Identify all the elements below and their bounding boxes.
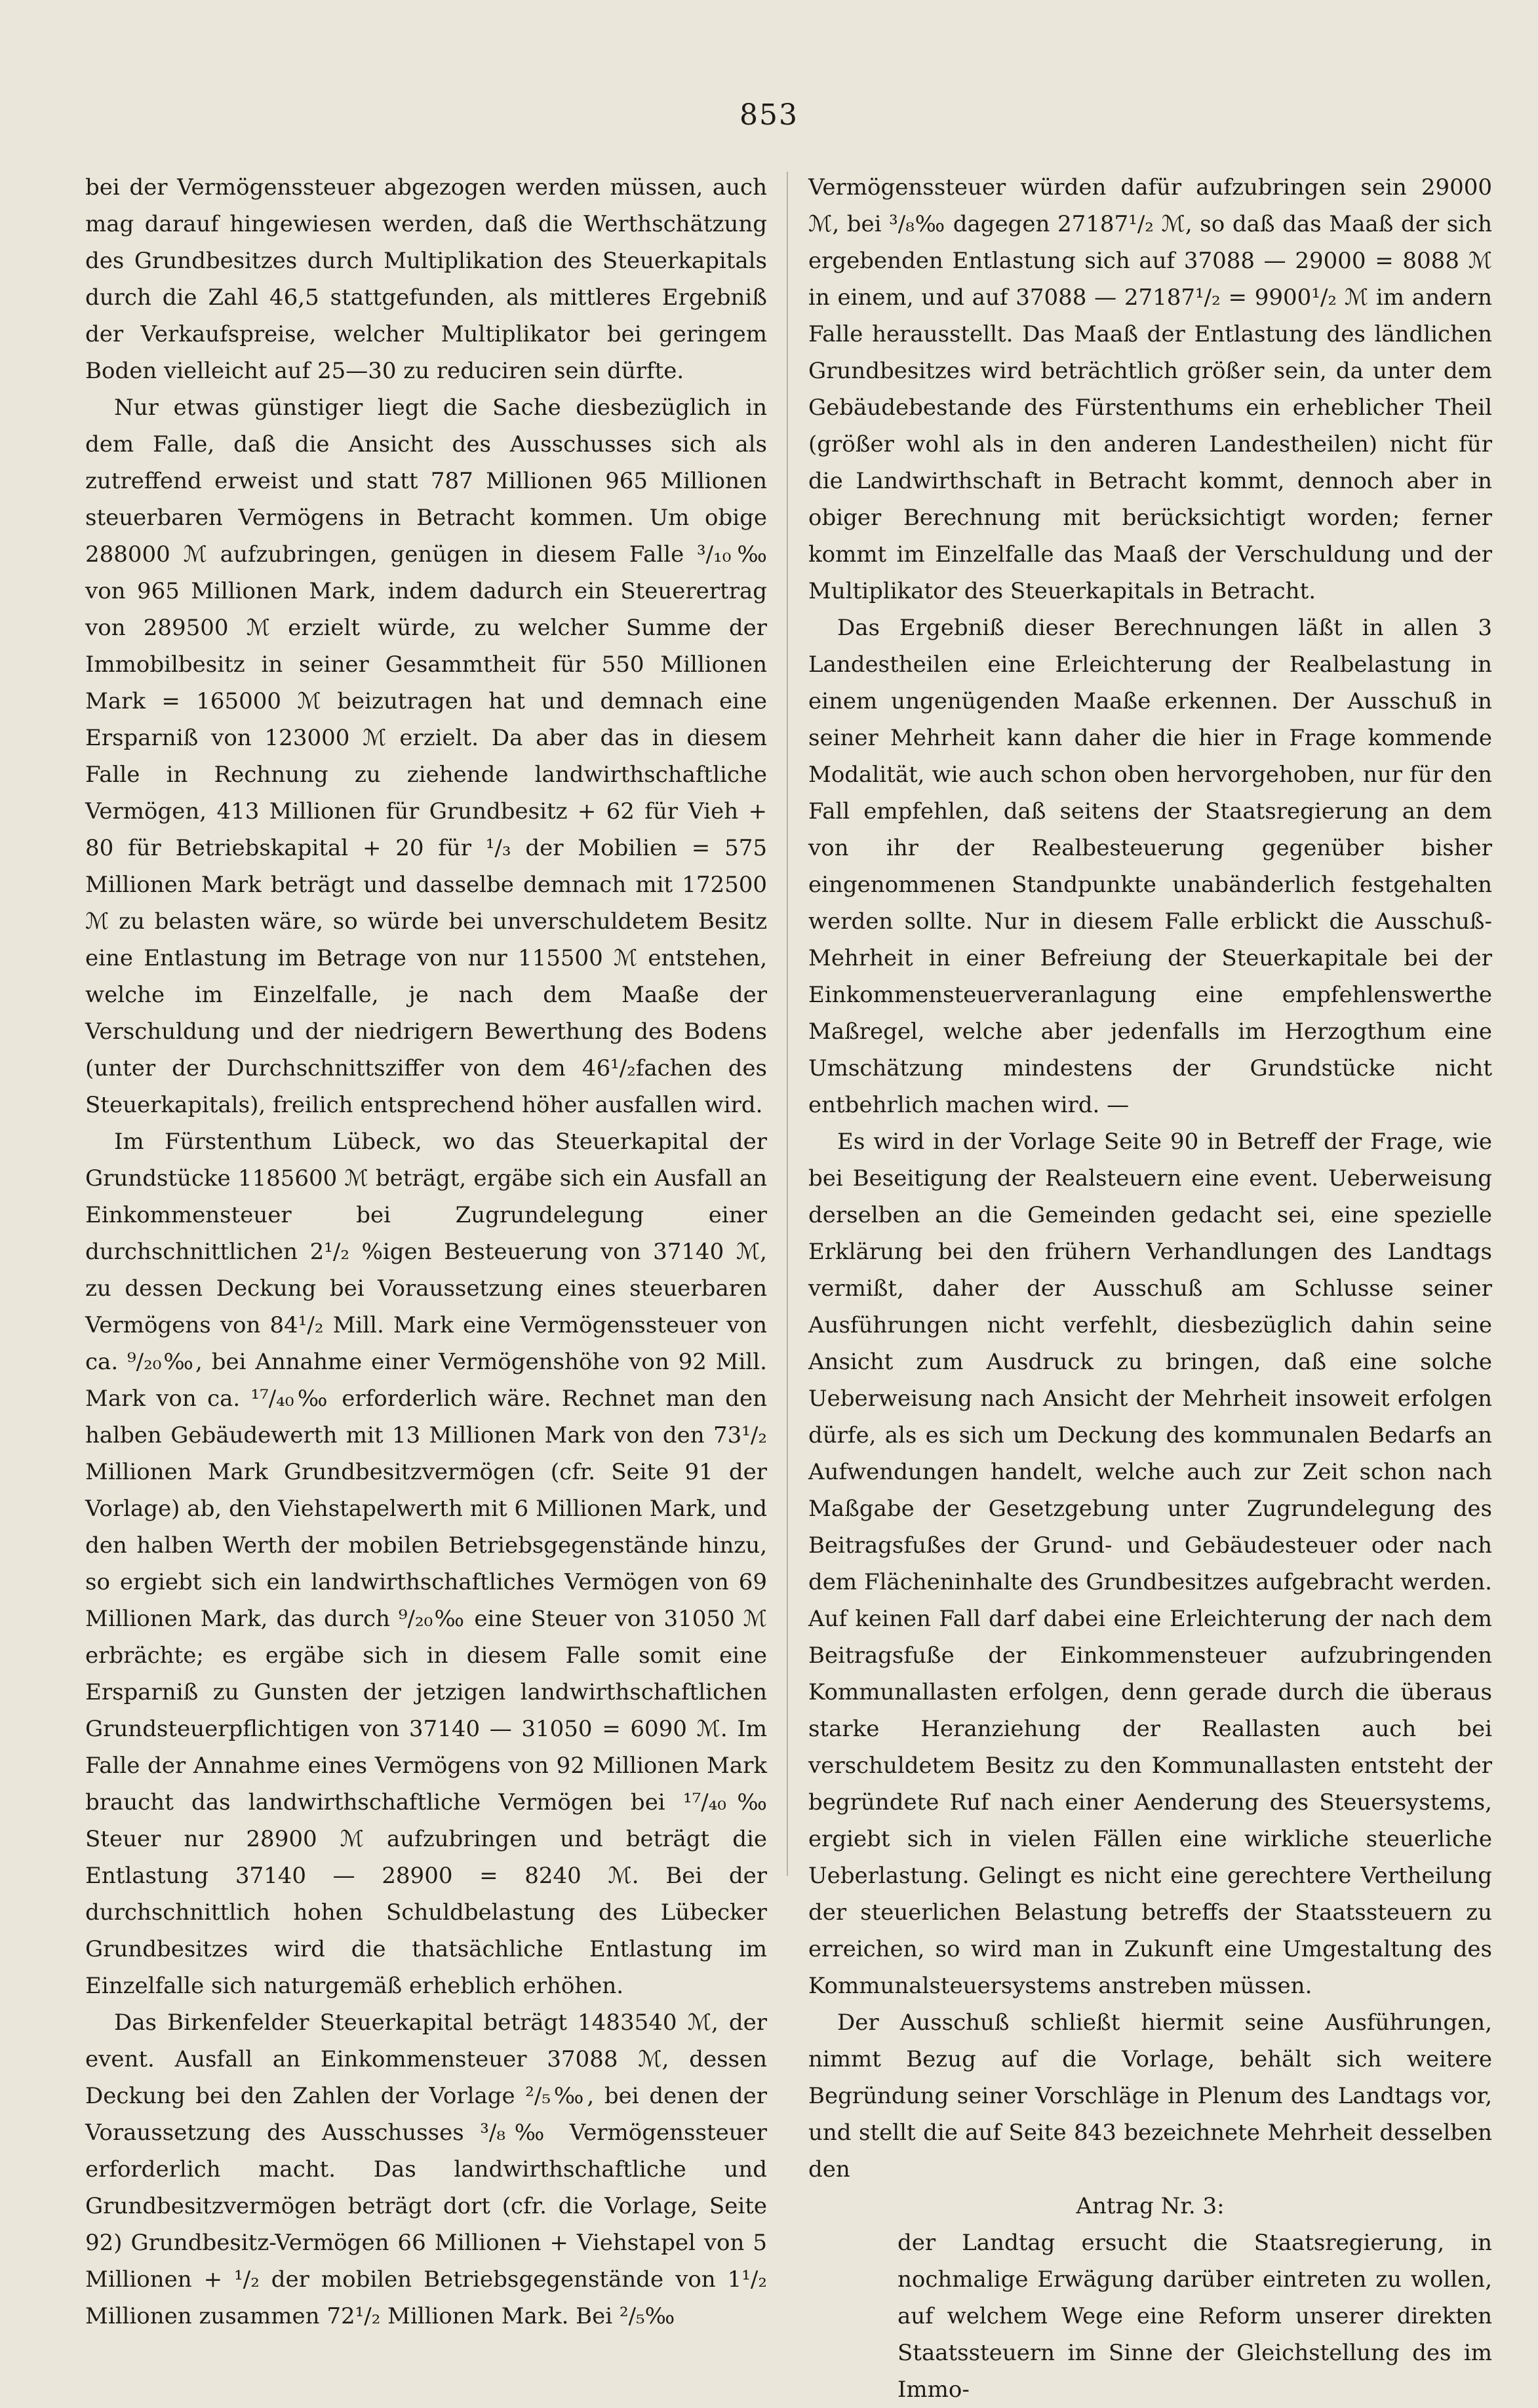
paragraph: Es wird in der Vorlage Seite 90 in Betreff der Frage, wie bei Beseitigung der Realsteuern eine event. Ueberweisung derselben an die Gemeinden gedacht sei, eine spezielle Erklärung bei den frühern Verhandlungen des Landtags vermißt, daher der Ausschuß am Schlusse seiner Ausführungen nicht verfehlt, diesbezüglich dahin seine Ansicht zum Ausdruck zu bringen, daß eine solche Ueberweisung nach Ansicht der Mehrheit insoweit erfolgen dürfe, als es sich um Deckung des kommunalen Bedarfs an Aufwendungen handelt, welche auch zur Zeit schon nach Maßgabe der Gesetzgebung unter Zugrundelegung des Beitragsfußes der Grund- und Gebäudesteuer oder nach dem Flächeninhalte des Grundbesitzes aufgebracht werden. Auf keinen Fall darf dabei eine Erleichterung der nach dem Beitragsfuße der Einkommensteuer aufzubringenden Kommunallasten erfolgen, denn gerade durch die überaus starke Heranziehung der Reallasten auch bei verschuldetem Besitz zu den Kommunallasten entsteht der begründete Ruf nach einer Aenderung des Steuersystems, ergiebt sich in vielen Fällen eine wirkliche steuerliche Ueberlastung. Gelingt es nicht eine gerechtere Vertheilung der steuerlichen Belastung betreffs der Staatssteuern zu erreichen, so wird man in Zukunft eine Umgestaltung des Kommunalsteuersystems anstreben müssen. [808, 1129, 1492, 1999]
motion-text: der Landtag ersucht die Staatsregierung, in nochmalige Erwägung darüber eintreten zu wollen, auf welchem Wege eine Reform unserer direkten Staatssteuern im Sinne der Gleichstellung des im Immo- [897, 2230, 1492, 2403]
paragraph: Im Fürstenthum Lübeck, wo das Steuerkapital der Grundstücke 1185600 ℳ beträgt, ergäbe sich ein Ausfall an Einkommensteuer bei Zugrundelegung einer durchschnittlichen 2¹/₂ %igen Besteuerung von 37140 ℳ, zu dessen Deckung bei Voraussetzung eines steuerbaren Vermögens von 84¹/₂ Mill. Mark eine Vermögenssteuer von ca. ⁹/₂₀‰, bei Annahme einer Vermögenshöhe von 92 Mill. Mark von ca. ¹⁷/₄₀‰ erforderlich wäre. Rechnet man den halben Gebäudewerth mit 13 Millionen Mark von den 73¹/₂ Millionen Mark Grundbesitzvermögen (cfr. Seite 91 der Vorlage) ab, den Viehstapelwerth mit 6 Millionen Mark, und den halben Werth der mobilen Betriebsgegenstände hinzu, so ergiebt sich ein landwirthschaftliches Vermögen von 69 Millionen Mark, das durch ⁹/₂₀‰ eine Steuer von 31050 ℳ erbrächte; es ergäbe sich in diesem Falle somit eine Ersparniß zu Gunsten der jetzigen landwirthschaftlichen Grundsteuerpflichtigen von 37140 — 31050 = 6090 ℳ. Im Falle der Annahme eines Vermögens von 92 Millionen Mark braucht das landwirthschaftliche Vermögen bei ¹⁷/₄₀‰ Steuer nur 28900 ℳ aufzubringen und beträgt die Entlastung 37140 — 28900 = 8240 ℳ. Bei der durchschnittlich hohen Schuldbelastung des Lübecker Grundbesitzes wird die thatsächliche Entlastung im Einzelfalle sich naturgemäß erheblich erhöhen. [85, 1129, 767, 1999]
column-divider [787, 172, 788, 1876]
paragraph: Das Birkenfelder Steuerkapital beträgt 1483540 ℳ, der event. Ausfall an Einkommensteuer 37088 ℳ, dessen Deckung bei den Zahlen der Vorlage ²/₅‰, bei denen der Voraussetzung des Ausschusses ³/₈‰ Vermögenssteuer erforderlich macht. Das landwirthschaftliche und Grundbesitzvermögen beträgt dort (cfr. die Vorlage, Seite 92) Grundbesitz-Vermögen 66 Millionen + Viehstapel von 5 Millionen + ¹/₂ der mobilen Betriebsgegenstände von 1¹/₂ Millionen zusammen 72¹/₂ Millionen Mark. Bei ²/₅‰ [85, 2010, 767, 2329]
paragraph: Nur etwas günstiger liegt die Sache diesbezüglich in dem Falle, daß die Ansicht des Ausschusses sich als zutreffend erweist und statt 787 Millionen 965 Millionen steuerbaren Vermögens in Betracht kommen. Um obige 288000 ℳ aufzubringen, genügen in diesem Falle ³/₁₀‰ von 965 Millionen Mark, indem dadurch ein Steuerertrag von 289500 ℳ erzielt würde, zu welcher Summe der Immobilbesitz in seiner Gesammtheit für 550 Millionen Mark = 165000 ℳ beizutragen hat und demnach eine Ersparniß von 123000 ℳ erzielt. Da aber das in diesem Falle in Rechnung zu ziehende landwirthschaftliche Vermögen, 413 Millionen für Grundbesitz + 62 für Vieh + 80 für Betriebskapital + 20 für ¹/₃ der Mobilien = 575 Millionen Mark beträgt und dasselbe demnach mit 172500 ℳ zu belasten wäre, so würde bei unverschuldetem Besitz eine Entlastung im Betrage von nur 115500 ℳ entstehen, welche im Einzelfalle, je nach dem Maaße der Verschuldung und der niedrigern Bewerthung des Bodens (unter der Durchschnittsziffer von dem 46¹/₂fachen des Steuerkapitals), freilich entsprechend höher ausfallen wird. [85, 395, 767, 1118]
paragraph: Das Ergebniß dieser Berechnungen läßt in allen 3 Landestheilen eine Erleichterung der Realbelastung in einem ungenügenden Maaße erkennen. Der Ausschuß in seiner Mehrheit kann daher die hier in Frage kommende Modalität, wie auch schon oben hervorgehoben, nur für den Fall empfehlen, daß seitens der Staatsregierung an dem von ihr der Realbesteuerung gegenüber bisher eingenommenen Standpunkte unabänderlich festgehalten werden sollte. Nur in diesem Falle erblickt die Ausschuß-Mehrheit in einer Befreiung der Steuerkapitale bei der Einkommensteuerveranlagung eine empfehlenswerthe Maßregel, welche aber jedenfalls im Herzogthum eine Umschätzung mindestens der Grundstücke nicht entbehrlich machen wird. — [808, 615, 1492, 1118]
left-column [85, 169, 767, 2335]
paragraph: Der Ausschuß schließt hiermit seine Ausführungen, nimmt Bezug auf die Vorlage, behält sich weitere Begründung seiner Vorschläge in Plenum des Landtags vor, und stellt die auf Seite 843 bezeichnete Mehrheit desselben den [808, 2010, 1492, 2183]
right-column [808, 169, 1492, 2408]
paragraph: Vermögenssteuer würden dafür aufzubringen sein 29000 ℳ, bei ³/₈‰ dagegen 27187¹/₂ ℳ, so daß das Maaß der sich ergebenden Entlastung sich auf 37088 — 29000 = 8088 ℳ in einem, und auf 37088 — 27187¹/₂ = 9900¹/₂ ℳ im andern Falle herausstellt. Das Maaß der Entlastung des ländlichen Grundbesitzes wird beträchtlich größer sein, da unter dem Gebäudebestande des Fürstenthums ein erheblicher Theil (größer wohl als in den anderen Landestheilen) nicht für die Landwirthschaft in Betracht kommt, dennoch aber in obiger Berechnung mit berücksichtigt worden; ferner kommt im Einzelfalle das Maaß der Verschuldung und der Multiplikator des Steuerkapitals in Betracht. [808, 174, 1492, 604]
motion-heading: Antrag Nr. 3: [1076, 2193, 1225, 2219]
page-number: 853 [739, 98, 799, 132]
paragraph: bei der Vermögenssteuer abgezogen werden müssen, auch mag darauf hingewiesen werden, daß die Werthschätzung des Grundbesitzes durch Multiplikation des Steuerkapitals durch die Zahl 46,5 stattgefunden, als mittleres Ergebniß der Verkaufspreise, welcher Multiplikator bei geringem Boden vielleicht auf 25—30 zu reduciren sein dürfte. [85, 174, 767, 384]
